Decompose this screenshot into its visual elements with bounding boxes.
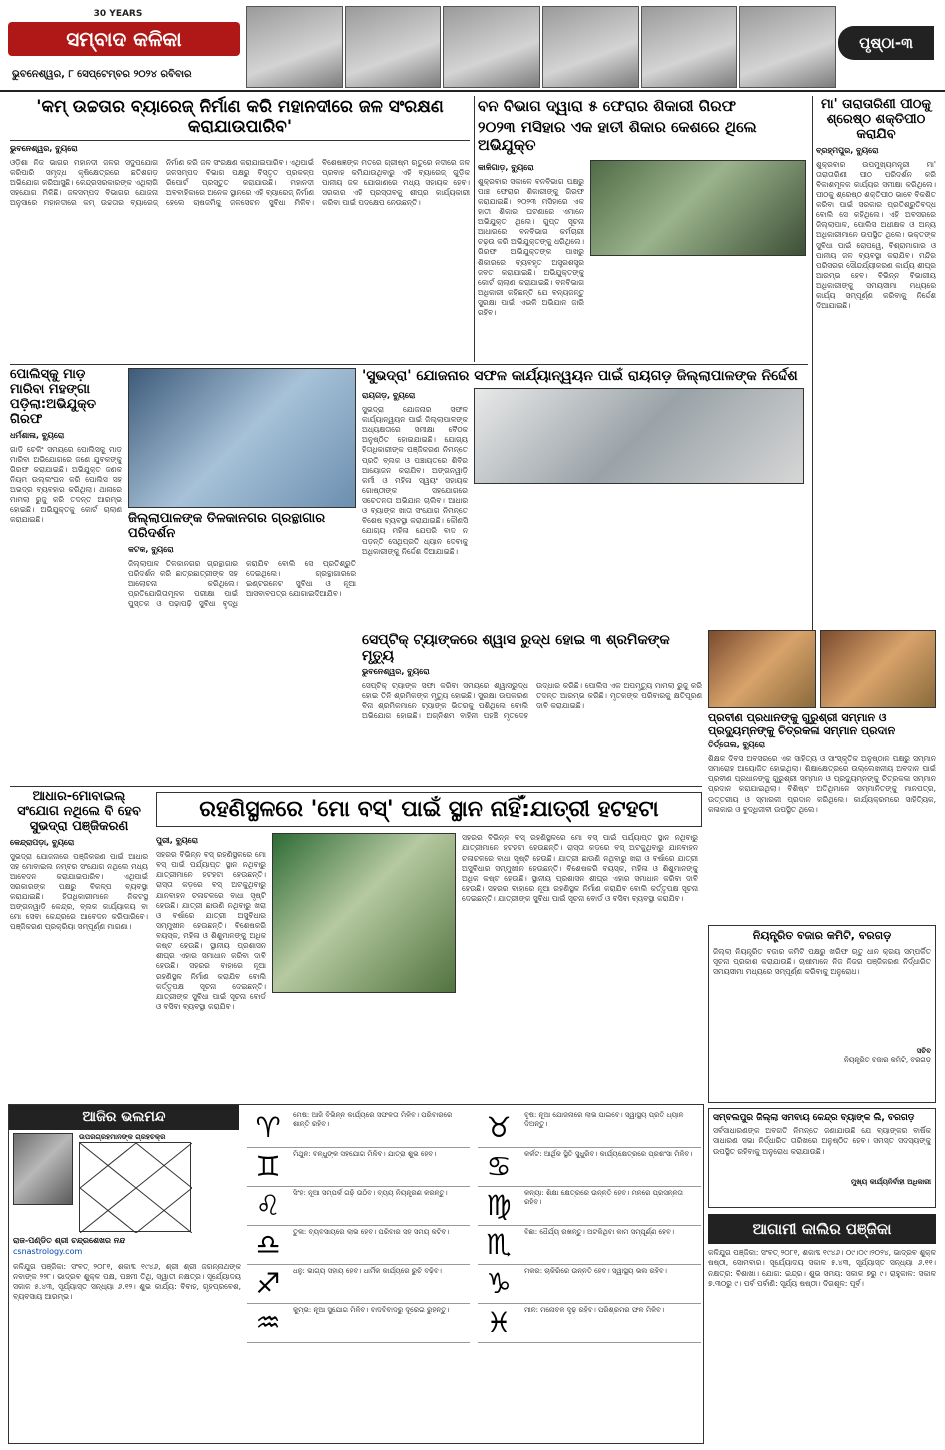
notice-body: ଜିଲ୍ଲା ନିୟନ୍ତ୍ରିତ ବଜାର କମିଟି ପକ୍ଷରୁ ଖରିଫ ଋତୁ ଧାନ କ୍ରୟ ସମ୍ପର୍କିତ ସୂଚନା ପ୍ରକାଶ କରାଯାଉଛି। ଚାଷୀମାନେ ନିଜ ନିଜର ପଞ୍ଜିକରଣ ନିର୍ଦ୍ଧାରିତ ସମୟସୀମା ମଧ୍ୟରେ ସମ୍ପୂର୍ଣ୍ଣ କରିବାକୁ ଅନୁରୋଧ। xyxy=(713,946,931,976)
zodiac-prediction: ମକର: ଚାକିରିରେ ଉନ୍ନତି ହେବ। ସ୍ୱାସ୍ଥ୍ୟ ଭଲ ରହିବ। xyxy=(524,1267,667,1275)
zodiac-row xyxy=(478,1148,701,1187)
byline: ଭୁବନେଶ୍ୱର, ବ୍ୟୁରୋ xyxy=(362,667,430,677)
tribal-art-photo xyxy=(641,6,738,88)
anniversary-label: 30 YEARS xyxy=(93,9,143,19)
notice-signatory: ମୁଖ୍ୟ କାର୍ଯ୍ୟନିର୍ବାହୀ ଅଧିକାରୀ xyxy=(851,1178,931,1187)
headline: 'କମ୍ ଉଚ୍ଚତାର ବ୍ୟାରେଜ୍ ନିର୍ମାଣ କରି ମହାନଦୀରେ ଜଳ ସଂରକ୍ଷଣ କରାଯାଉପାରିବ' xyxy=(10,98,470,141)
zodiac-row xyxy=(478,1304,701,1343)
headline-line2: ୨୦୨୩ ମସିହାର ଏକ ହାତୀ ଶିକାର କେଶରେ ଥିଲେ ଅଭିଯୁକ୍ତ xyxy=(478,118,757,154)
artisan-photo xyxy=(345,6,442,88)
article-body: ଶୁକ୍ରବାର ଉପମୁଖ୍ୟମନ୍ତ୍ରୀ ମା' ତାରାତାରିଣୀ ପୀଠ ପରିଦର୍ଶନ କରି ବିକାଶମୂଳକ କାର୍ଯ୍ୟର ସମୀକ୍ଷା କରିଥିଲେ। ପୀଠକୁ ଶ୍ରେଷ୍ଠ ଶକ୍ତିପୀଠ ଭାବେ ବିକଶିତ କରିବା ପାଇଁ ସରକାର ପ୍ରତିଶ୍ରୁତିବଦ୍ଧ ବୋଲି ସେ କହିଥିଲେ। ଏହି ଅବସରରେ ଜିଲ୍ଲାପାଳ, ପୋଲିସ ଅଧୀକ୍ଷକ ଓ ଅନ୍ୟ ଅଧିକାରୀମାନେ ଉପସ୍ଥିତ ଥିଲେ। ଭକ୍ତଙ୍କ ସୁବିଧା ପାଇଁ ରୋପୱେ, ବିଶ୍ରାମାଗାର ଓ ପାନୀୟ ଜଳ ବ୍ୟବସ୍ଥା କରାଯିବ। ମନ୍ଦିର ପରିସରର ସୌନ୍ଦର୍ଯ୍ୟୀକରଣ କାର୍ଯ୍ୟ ଶୀଘ୍ର ଆରମ୍ଭ ହେବ। ବିଭିନ୍ନ ବିଭାଗୀୟ ଅଧିକାରୀଙ୍କୁ ସମୟସୀମା ମଧ୍ୟରେ କାର୍ଯ୍ୟ ସମ୍ପୂର୍ଣ୍ଣ କରିବାକୁ ନିର୍ଦ୍ଦେଶ ଦିଆଯାଇଛି। xyxy=(816,159,936,311)
zodiac-prediction: ମୀନ: ମନୋବଳ ଦୃଢ଼ ରହିବ। ପରିଶ୍ରମର ଫଳ ମିଳିବ। xyxy=(524,1306,665,1314)
header-photo-strip xyxy=(246,6,836,88)
story-award xyxy=(708,630,936,920)
zodiac-row xyxy=(247,1304,470,1343)
zodiac-row xyxy=(478,1265,701,1304)
tomorrow-panjika xyxy=(708,1214,936,1444)
notice-market-committee xyxy=(708,925,936,1103)
notice-body: ସର୍ବସାଧାରଣଙ୍କ ଅବଗତି ନିମନ୍ତେ ଜଣାଯାଉଛି ଯେ ବ୍ୟାଙ୍କର ବାର୍ଷିକ ସାଧାରଣ ସଭା ନିର୍ଦ୍ଧାରିତ ତାରିଖରେ ଅନୁଷ୍ଠିତ ହେବ। ସମସ୍ତ ସଦସ୍ୟଙ୍କୁ ଉପସ୍ଥିତ ରହିବାକୁ ଅନୁରୋଧ କରାଯାଉଛି। xyxy=(713,1126,931,1156)
story-subhadra-rayagada xyxy=(362,368,808,628)
article-body: ସେପ୍ଟିକ୍ ଟ୍ୟାଙ୍କ ସଫା କରିବା ସମୟରେ ଶ୍ୱାସରୁଦ୍ଧ ହୋଇ ତିନି ଶ୍ରମିକଙ୍କ ମୃତ୍ୟୁ ହୋଇଛି। ସୁରକ୍ଷା ଉପକରଣ ବିନା ଶ୍ରମିକମାନେ ଟ୍ୟାଙ୍କ ଭିତରକୁ ପଶିଥିଲେ ବୋଲି ଅଭିଯୋଗ ହୋଇଛି। ଅଗ୍ନିଶମ ବାହିନୀ ପହଞ୍ଚି ମୃତଦେହ ଉଦ୍ଧାର କରିଛି। ପୋଲିସ ଏକ ଅପମୃତ୍ୟୁ ମାମଲା ରୁଜୁ କରି ତଦନ୍ତ ଆରମ୍ଭ କରିଛି। ମୃତକଙ୍କ ପରିବାରକୁ କ୍ଷତିପୂରଣ ଦାବି କରାଯାଇଛି। xyxy=(362,680,702,721)
chart-label: ଉପରଗ୍ରହମାନଙ୍କ ଗ୍ରହଚକ୍ର xyxy=(79,1133,166,1141)
story-tarini xyxy=(816,98,936,658)
zodiac-row xyxy=(247,1226,470,1265)
zodiac-sign-icon: ♎ xyxy=(255,1228,281,1261)
byline: ତିର୍ତ୍ତୋଲ, ବ୍ୟୁରୋ xyxy=(708,740,765,750)
zodiac-sign-icon: ♑ xyxy=(486,1267,512,1300)
zodiac-grid xyxy=(247,1109,701,1343)
logo-text: ସମ୍ବାଦ କଳିକା xyxy=(8,22,240,56)
headline: ସେପ୍ଟିକ୍ ଟ୍ୟାଙ୍କରେ ଶ୍ୱାସ ରୁଦ୍ଧ ହୋଇ ୩ ଶ୍ରମିକଙ୍କ ମୃତ୍ୟୁ xyxy=(362,632,670,665)
zodiac-sign-icon: ♐ xyxy=(255,1267,281,1300)
story-mobus xyxy=(156,792,702,1098)
story-elephant xyxy=(478,98,808,360)
byline: ଭୁବନେଶ୍ୱର, ବ୍ୟୁରୋ xyxy=(10,144,78,154)
notice-cooperative-bank xyxy=(708,1108,936,1208)
byline: କଟକ, ବ୍ୟୁରୋ xyxy=(128,544,174,554)
byline: ପୁରୀ, ବ୍ୟୁରୋ xyxy=(156,836,199,846)
zodiac-row xyxy=(247,1187,470,1226)
section-divider xyxy=(10,786,702,787)
art-photo xyxy=(542,6,639,88)
page-number-badge: ପୃଷ୍ଠା-୩ xyxy=(838,26,934,60)
village-photo xyxy=(739,6,836,88)
zodiac-row xyxy=(247,1148,470,1187)
byline: ଧର୍ମଶାଳା, ବ୍ୟୁରୋ xyxy=(10,430,65,440)
zodiac-sign-icon: ♈ xyxy=(255,1111,281,1144)
byline: ରାୟଗଡ଼, ବ୍ୟୁରୋ xyxy=(362,391,416,401)
section-divider xyxy=(10,364,808,365)
byline: କାଳିଗାଡ଼, ବ୍ୟୁରୋ xyxy=(478,162,534,172)
newspaper-logo xyxy=(8,8,240,58)
planetary-chart-grid xyxy=(80,1143,192,1233)
zodiac-sign-icon: ♌ xyxy=(255,1189,281,1222)
story-library xyxy=(128,368,356,660)
review-meeting-photo xyxy=(474,388,804,484)
column-divider xyxy=(474,96,475,362)
zodiac-prediction: କର୍କଟ: ଆର୍ଥିକ ସ୍ଥିତି ସୁଧୁରିବ। କାର୍ଯ୍ୟକ୍ଷେତ୍ରରେ ପ୍ରଶଂସା ମିଳିବ। xyxy=(524,1150,693,1158)
article-body: ସହରର ବିଭିନ୍ନ ବସ୍ ରହଣିସ୍ଥଳରେ ମୋ ବସ୍ ପାଇଁ ପର୍ଯ୍ୟାପ୍ତ ସ୍ଥାନ ନଥିବାରୁ ଯାତ୍ରୀମାନେ ହଟହଟା ହେଉଛନ୍ତି। ରାସ୍ତା କଡ଼ରେ ବସ୍ ଅଟକୁଥିବାରୁ ଯାନବାହନ ଚଳାଚଳରେ ବାଧା ସୃଷ୍ଟି ହେଉଛି। ଯାତ୍ରୀ ଛାଉଣି ନଥିବାରୁ ଖରା ଓ ବର୍ଷାରେ ଯାତ୍ରୀ ଅସୁବିଧାର ସମ୍ମୁଖୀନ ହେଉଛନ୍ତି। ବିଶେଷକରି ବୟସ୍କ, ମହିଳା ଓ ଶିଶୁମାନଙ୍କୁ ଅଧିକ କଷ୍ଟ ହେଉଛି। ସ୍ଥାନୀୟ ପ୍ରଶାସନ ଶୀଘ୍ର ଏହାର ସମାଧାନ କରିବା ଦାବି ହେଉଛି। ସହରର ବାହାରେ ନୂଆ ରହଣିସ୍ଥଳ ନିର୍ମାଣ କରାଯିବ ବୋଲି କର୍ତ୍ତୃପକ୍ଷ ସୂଚନା ଦେଇଛନ୍ତି। ଯାତ୍ରୀଙ୍କ ସୁବିଧା ପାଇଁ ସୂଚନା ବୋର୍ଡ ଓ ବସିବା ବ୍ୟବସ୍ଥା କରାଯିବ। xyxy=(156,850,266,1011)
headline: ମା' ତାରାତାରିଣୀ ପୀଠକୁ ଶ୍ରେଷ୍ଠ ଶକ୍ତିପୀଠ କରାଯିବ xyxy=(820,97,932,142)
panjika-text: କଳିଯୁଗ ପଞ୍ଜିକା: ସଂବତ୍ ୨୦୮୧, ଶକାବ୍ଦ ୧୯୪୬, ଶ୍ରୀ ଶ୍ରୀ ଜଗନ୍ନାଥଙ୍କ ନବାଙ୍କ ୨୨୮। ଭାଦ୍ରବ ଶୁକ୍ଳ ପକ୍ଷ, ପଞ୍ଚମୀ ତିଥି, ସ୍ୱାତୀ ନକ୍ଷତ୍ର। ସୂର୍ଯ୍ୟୋଦୟ ସକାଳ ୫.୪୩, ସୂର୍ଯ୍ୟାସ୍ତ ସନ୍ଧ୍ୟା ୬.୧୨। ଶୁଭ କାର୍ଯ୍ୟ: ବିବାହ, ଗୃହପ୍ରବେଶ, ବ୍ୟବସାୟ ଆରମ୍ଭ। xyxy=(13,1262,241,1302)
zodiac-row xyxy=(247,1265,470,1304)
zodiac-prediction: କୁମ୍ଭ: ନୂଆ ସୁଯୋଗ ମିଳିବ। ବାଦବିବାଦରୁ ଦୂରେଇ ରୁହନ୍ତୁ। xyxy=(293,1306,450,1314)
zodiac-prediction: ବୃଷ: ନୂଆ ଯୋଜନାରେ ଲାଭ ପାଇବେ। ସ୍ୱାସ୍ଥ୍ୟ ପ୍ରତି ଧ୍ୟାନ ଦିଅନ୍ତୁ। xyxy=(524,1111,684,1129)
byline: ବ୍ରହ୍ମପୁର, ବ୍ୟୁରୋ xyxy=(816,145,879,155)
article-body: ଜିଲ୍ଲାପାଳ ତିଳକାନଗର ଗ୍ରନ୍ଥାଗାର ପରିଦର୍ଶନ କରି ଛାତ୍ରଛାତ୍ରୀଙ୍କ ସହ ଆଲୋଚନା କରିଥିଲେ। ପ୍ରତିଯୋଗିତାମୂଳକ ପରୀକ୍ଷା ପାଇଁ ପୁସ୍ତକ ଓ ପଢ଼ାପଢ଼ି ସୁବିଧା ବୃଦ୍ଧି କରାଯିବ ବୋଲି ସେ ପ୍ରତିଶ୍ରୁତି ଦେଇଥିଲେ। ଗ୍ରନ୍ଥାଗାରରେ ଇଣ୍ଟରନେଟ ସୁବିଧା ଓ ନୂଆ ଆସବାବପତ୍ର ଯୋଗାଇଦିଆଯିବ। xyxy=(128,558,356,609)
headline: ଆଧାର-ମୋବାଇଲ୍ ସଂଯୋଗ ନଥିଲେ ବି ହେବ ସୁଭଦ୍ରା ପଞ୍ଜିକରଣ xyxy=(17,789,141,834)
zodiac-sign-icon: ♉ xyxy=(486,1111,512,1144)
zodiac-row xyxy=(247,1109,470,1148)
headline-line1: ବନ ବିଭାଗ ଦ୍ୱାରା ୫ ଫେରାର ଶିକାରୀ ଗିରଫ xyxy=(478,97,737,115)
children-photo xyxy=(443,6,540,88)
story-police xyxy=(10,368,122,660)
zodiac-row xyxy=(478,1187,701,1226)
zodiac-prediction: ବିଛା: ଧୈର୍ଯ୍ୟ ରଖନ୍ତୁ। ଅଟକିଥିବା କାମ ସମ୍ପୂର୍ଣ୍ଣ ହେବ। xyxy=(524,1228,674,1236)
astrologer-name: ରାଜ-ପଣ୍ଡିତ ଶ୍ରୀ ଚନ୍ଦ୍ରଶେଖର ନନ୍ଦ xyxy=(13,1236,126,1246)
horoscope-title: ଆଜିର ଭଲମନ୍ଦ xyxy=(9,1105,239,1130)
article-body-continued: ସହରର ବିଭିନ୍ନ ବସ୍ ରହଣିସ୍ଥଳରେ ମୋ ବସ୍ ପାଇଁ ପର୍ଯ୍ୟାପ୍ତ ସ୍ଥାନ ନଥିବାରୁ ଯାତ୍ରୀମାନେ ହଟହଟା ହେଉଛନ୍ତି। ରାସ୍ତା କଡ଼ରେ ବସ୍ ଅଟକୁଥିବାରୁ ଯାନବାହନ ଚଳାଚଳରେ ବାଧା ସୃଷ୍ଟି ହେଉଛି। ଯାତ୍ରୀ ଛାଉଣି ନଥିବାରୁ ଖରା ଓ ବର୍ଷାରେ ଯାତ୍ରୀ ଅସୁବିଧାର ସମ୍ମୁଖୀନ ହେଉଛନ୍ତି। ବିଶେଷକରି ବୟସ୍କ, ମହିଳା ଓ ଶିଶୁମାନଙ୍କୁ ଅଧିକ କଷ୍ଟ ହେଉଛି। ସ୍ଥାନୀୟ ପ୍ରଶାସନ ଶୀଘ୍ର ଏହାର ସମାଧାନ କରିବା ଦାବି ହେଉଛି। ସହରର ବାହାରେ ନୂଆ ରହଣିସ୍ଥଳ ନିର୍ମାଣ କରାଯିବ ବୋଲି କର୍ତ୍ତୃପକ୍ଷ ସୂଚନା ଦେଇଛନ୍ତି। ଯାତ୍ରୀଙ୍କ ସୁବିଧା ପାଇଁ ସୂଚନା ବୋର୍ଡ ଓ ବସିବା ବ୍ୟବସ୍ଥା କରାଯିବ। xyxy=(462,833,698,904)
story-septic xyxy=(362,632,702,778)
article-body: ସୁଭଦ୍ରା ଯୋଜନାର ସଫଳ କାର୍ଯ୍ୟାନ୍ୱୟନ ପାଇଁ ଜିଲ୍ଲାପାଳଙ୍କ ଅଧ୍ୟକ୍ଷତାରେ ସମୀକ୍ଷା ବୈଠକ ଅନୁଷ୍ଠିତ ହୋଇଯାଇଛି। ଯୋଗ୍ୟ ହିତାଧିକାରୀଙ୍କ ପଞ୍ଜିକରଣ ନିମନ୍ତେ ପ୍ରତି ବ୍ଲକ ଓ ପଞ୍ଚାୟତରେ ଶିବିର ଆୟୋଜନ କରାଯିବ। ଅଙ୍ଗନୱାଡ଼ି କର୍ମୀ ଓ ମହିଳା ସ୍ୱୟଂ ସହାୟକ ଗୋଷ୍ଠୀଙ୍କ ସହଯୋଗରେ ସଚେତନତା ଅଭିଯାନ ଚାଲିବ। ଆଧାର ଓ ବ୍ୟାଙ୍କ ଖାତା ସଂଯୋଗ ନିମନ୍ତେ ବିଶେଷ ବ୍ୟବସ୍ଥା କରାଯାଇଛି। କୌଣସି ଯୋଗ୍ୟ ମହିଳା ଯେପରି ବାଦ ନ ପଡ଼ନ୍ତି ସେଥିପ୍ରତି ଧ୍ୟାନ ଦେବାକୁ ଅଧିକାରୀଙ୍କୁ ନିର୍ଦ୍ଦେଶ ଦିଆଯାଇଛି। xyxy=(362,404,468,556)
zodiac-sign-icon: ♒ xyxy=(255,1306,281,1339)
zodiac-row xyxy=(478,1226,701,1265)
zodiac-prediction: ମେଷ: ଆଜି ବିଭିନ୍ନ କାର୍ଯ୍ୟରେ ସଫଳତା ମିଳିବ। ପରିବାରରେ ଶାନ୍ତି ରହିବ। xyxy=(293,1111,453,1129)
headline: 'ସୁଭଦ୍ରା' ଯୋଜନାର ସଫଳ କାର୍ଯ୍ୟାନ୍ୱୟନ ପାଇଁ ରାୟଗଡ଼ ଜିଲ୍ଲାପାଳଙ୍କ ନିର୍ଦ୍ଦେଶ xyxy=(362,368,798,384)
column-divider xyxy=(812,96,813,656)
zodiac-prediction: କନ୍ୟା: ଶିକ୍ଷା କ୍ଷେତ୍ରରେ ଉନ୍ନତି ହେବ। ମନରେ ପ୍ରସନ୍ନତା ରହିବ। xyxy=(524,1189,683,1207)
article-body: ଶିକ୍ଷକ ଦିବସ ଅବସରରେ ଏକ ସାହିତ୍ୟ ଓ ସାଂସ୍କୃତିକ ଅନୁଷ୍ଠାନ ପକ୍ଷରୁ ସମ୍ମାନ ସମାରୋହ ଆୟୋଜିତ ହୋଇଥିଲା। ଶିକ୍ଷାକ୍ଷେତ୍ରରେ ଉଲ୍ଲେଖନୀୟ ଅବଦାନ ପାଇଁ ପ୍ରବୀଣ ପ୍ରଧାନଙ୍କୁ ଗୁରୁଶ୍ରୀ ସମ୍ମାନ ଓ ପ୍ରଦ୍ୟୁମ୍ନଙ୍କୁ ଚିତ୍ରକଳା ସମ୍ମାନ ପ୍ରଦାନ କରାଯାଇଥିଲା। ବିଶିଷ୍ଟ ଅତିଥିମାନେ ସମ୍ମାନିତଙ୍କୁ ମାନପତ୍ର, ଉତ୍ତରୀୟ ଓ ସ୍ମାରକୀ ପ୍ରଦାନ କରିଥିଲେ। କାର୍ଯ୍ୟକ୍ରମରେ ସାହିତ୍ୟିକ, କଳାକାର ଓ ବୁଦ୍ଧିଜୀବୀ ଉପସ୍ଥିତ ଥିଲେ। xyxy=(708,754,936,814)
zodiac-prediction: ତୁଳା: ବ୍ୟବସାୟରେ ଲାଭ ହେବ। ପରିବାର ସହ ସମୟ କଟିବ। xyxy=(293,1228,450,1236)
astrologer-website[interactable]: csnastrology.com xyxy=(13,1247,83,1257)
byline: କେନ୍ଦ୍ରାପଡ଼ା, ବ୍ୟୁରୋ xyxy=(10,837,75,847)
zodiac-sign-icon: ♋ xyxy=(486,1150,512,1183)
masthead xyxy=(0,0,945,92)
planetary-chart xyxy=(79,1142,191,1232)
tomorrow-title: ଆଗାମୀ କାଲିର ପଞ୍ଜିକା xyxy=(708,1214,936,1244)
headline: ରହଣିସ୍ଥଳରେ 'ମୋ ବସ୍' ପାଇଁ ସ୍ଥାନ ନାହିଁ:ଯାତ୍ରୀ ହଟହଟା xyxy=(156,792,702,827)
zodiac-prediction: ମିଥୁନ: ବନ୍ଧୁଙ୍କ ସହଯୋଗ ମିଳିବ। ଯାତ୍ରା ଶୁଭ ହେବ। xyxy=(293,1150,437,1158)
zodiac-sign-icon: ♍ xyxy=(486,1189,512,1222)
temple-photo xyxy=(246,6,343,88)
zodiac-sign-icon: ♏ xyxy=(486,1228,512,1261)
zodiac-sign-icon: ♓ xyxy=(486,1306,512,1339)
notice-signatory: ସଚିବ xyxy=(916,1046,931,1055)
headline: ଜିଲ୍ଲାପାଳଙ୍କ ତିଳକାନଗର ଗ୍ରନ୍ଥାଗାର ପରିଦର୍ଶନ xyxy=(128,511,326,541)
story-barrage xyxy=(10,98,470,360)
notice-title: ସମ୍ବଲପୁର ଜିଲ୍ଲା ସମବାୟ କେନ୍ଦ୍ର ବ୍ୟାଙ୍କ ଲି, ବରଗଡ଼ xyxy=(713,1113,915,1123)
horoscope-section xyxy=(8,1104,704,1444)
bus-stop-photo xyxy=(272,833,456,993)
tomorrow-body: କଳିଯୁଗ ପଞ୍ଜିକା: ସଂବତ୍ ୨୦୮୧, ଶକାବ୍ଦ ୧୯୪୬। ୦୯।୦୯।୨୦୨୪, ଭାଦ୍ରବ ଶୁକ୍ଳ ଷଷ୍ଠୀ, ସୋମବାର। ସୂର୍ଯ୍ୟୋଦୟ ସକାଳ ୫.୪୩, ସୂର୍ଯ୍ୟାସ୍ତ ସନ୍ଧ୍ୟା ୬.୧୧। ନକ୍ଷତ୍ର: ବିଶାଖା। ଯୋଗ: ଇନ୍ଦ୍ର। ଶୁଭ ସମୟ: ସକାଳ ୭ରୁ ୯। ରାହୁକାଳ: ସକାଳ ୭.୩୦ରୁ ୯। ପର୍ବ ପର୍ବାଣି: ସୂର୍ଯ୍ୟ ଷଷ୍ଠୀ। ଦିଗଶୂଳ: ପୂର୍ବ। xyxy=(708,1248,936,1288)
notice-org: ନିୟନ୍ତ୍ରିତ ବଜାର କମିଟି, ବରଗଡ଼ xyxy=(843,1056,931,1065)
zodiac-sign-icon: ♊ xyxy=(255,1150,281,1183)
article-body: ଶୁକ୍ରବାର ସକାଳେ ବନବିଭାଗ ପକ୍ଷରୁ ପାଞ୍ଚ ଫେରାର ଶିକାରୀଙ୍କୁ ଗିରଫ କରାଯାଇଛି। ୨୦୨୩ ମସିହାରେ ଏକ ହାତୀ ଶିକାର ଘଟଣାରେ ଏମାନେ ଅଭିଯୁକ୍ତ ଥିଲେ। ଗୁପ୍ତ ସୂଚନା ଆଧାରରେ ବନବିଭାଗ କର୍ମଚାରୀ ଚଢ଼ଉ କରି ଅଭିଯୁକ୍ତଙ୍କୁ ଧରିଥିଲେ। ଗିରଫ ଅଭିଯୁକ୍ତଙ୍କ ପାଖରୁ ଶିକାରରେ ବ୍ୟବହୃତ ଅସ୍ତ୍ରଶସ୍ତ୍ର ଜବତ କରାଯାଇଛି। ଅଭିଯୁକ୍ତଙ୍କୁ କୋର୍ଟ ଚାଲାଣ କରାଯାଇଛି। ବନବିଭାଗ ଅଧିକାରୀ କହିଛନ୍ତି ଯେ ବନ୍ୟଜନ୍ତୁ ସୁରକ୍ଷା ପାଇଁ ଏଭଳି ଅଭିଯାନ ଜାରି ରହିବ। xyxy=(478,176,584,318)
zodiac-prediction: ଧନୁ: ଭାଗ୍ୟ ସହାୟ ହେବ। ଧାର୍ମିକ କାର୍ଯ୍ୟରେ ରୁଚି ବଢ଼ିବ। xyxy=(293,1267,442,1275)
library-visit-photo xyxy=(128,368,356,508)
story-aadhaar xyxy=(10,790,148,1090)
article-body: ଓଡ଼ିଶା ନିଜ ଭାଗର ମହାନଦୀ ଜଳର ସଦୁପଯୋଗ କରିପାରି ସମୃଦ୍ଧ କୃଷିକ୍ଷେତ୍ରରେ ଛତିଶଗଡ଼ ଅଭିଯୋଗ କରିଆସୁଛି। କେନ୍ଦ୍ରସରକାରଙ୍କ ଏଥିଲାଗି ସହଯୋଗ ମିଳିଛି। ଜଳସମ୍ପଦ ବିଭାଗର ଯୋଜନା ଅନୁସାରେ ମହାନଦୀରେ କମ୍ ଉଚ୍ଚତାର ବ୍ୟାରେଜ୍ ନିର୍ମାଣ କରି ଜଳ ସଂରକ୍ଷଣ କରାଯାଇପାରିବ। ଏଥିପାଇଁ ଜଳସମ୍ପଦ ବିଭାଗ ପକ୍ଷରୁ ବିସ୍ତୃତ ପ୍ରକଳ୍ପ ରିପୋର୍ଟ ପ୍ରସ୍ତୁତ କରାଯାଉଛି। ମହାନଦୀ ଅବବାହିକାରେ ଅନେକ ସ୍ଥାନରେ ଏହି ବ୍ୟାରେଜ୍ ନିର୍ମାଣ ହେଲେ ଚାଷଜମିକୁ ଜଳସେଚନ ସୁବିଧା ମିଳିବ। ବିଶେଷଜ୍ଞଙ୍କ ମତରେ ଗ୍ରୀଷ୍ମ ଋତୁରେ ନଦୀରେ ଜଳ ପ୍ରବାହ କମିଯାଉଥିବାରୁ ଏହି ବ୍ୟାରେଜ୍ ଗୁଡ଼ିକ ପାନୀୟ ଜଳ ଯୋଗାଣରେ ମଧ୍ୟ ସହାୟକ ହେବ। ସରକାର ଏହି ପ୍ରସ୍ତାବକୁ ଶୀଘ୍ର କାର୍ଯ୍ୟକାରୀ କରିବା ପାଇଁ ପଦକ୍ଷେପ ନେଉଛନ୍ତି। xyxy=(10,157,470,208)
astrologer-photo xyxy=(13,1133,73,1205)
headline: ପ୍ରବୀଣ ପ୍ରଧାନଙ୍କୁ ଗୁରୁଶ୍ରୀ ସମ୍ମାନ ଓ ପ୍ରଦ୍ୟୁମ୍ନଙ୍କୁ ଚିତ୍ରକଳା ସମ୍ମାନ ପ୍ରଦାନ xyxy=(708,711,896,737)
notice-title: ନିୟନ୍ତ୍ରିତ ବଜାର କମିଟି, ବରଗଡ଼ xyxy=(752,929,892,942)
zodiac-row xyxy=(478,1109,701,1148)
dateline: ଭୁବନେଶ୍ୱର, ୮ ସେପ୍ଟେମ୍ବର ୨୦୨୪ ରବିବାର xyxy=(12,69,192,80)
article-body: ଗାଡ଼ି ଚେକିଂ ସମୟରେ ପୋଲିସକୁ ମାଡ଼ ମାରିବା ଅଭିଯୋଗରେ ଜଣେ ଯୁବକଙ୍କୁ ଗିରଫ କରାଯାଇଛି। ଅଭିଯୁକ୍ତ ଜଣକ ନିୟମ ଉଲ୍ଲଂଘନ କରି ପୋଲିସ ସହ ଅଭଦ୍ର ବ୍ୟବହାର କରିଥିଲା। ଥାନାରେ ମାମଲା ରୁଜୁ କରି ତଦନ୍ତ ଆରମ୍ଭ ହୋଇଛି। ଅଭିଯୁକ୍ତକୁ କୋର୍ଟ ଚାଲାଣ କରାଯାଇଛି। xyxy=(10,444,122,525)
article-body: ସୁଭଦ୍ରା ଯୋଜନାରେ ପଞ୍ଜିକରଣ ପାଇଁ ଆଧାର ସହ ମୋବାଇଲ ନମ୍ବର ସଂଯୋଗ ନଥିଲେ ମଧ୍ୟ ଆବେଦନ କରାଯାଇପାରିବ। ଏଥିପାଇଁ ସରକାରଙ୍କ ପକ୍ଷରୁ ବିକଳ୍ପ ବ୍ୟବସ୍ଥା କରାଯାଇଛି। ହିତାଧିକାରୀମାନେ ନିକଟସ୍ଥ ଅଙ୍ଗନୱାଡ଼ି କେନ୍ଦ୍ର, ବ୍ଲକ କାର୍ଯ୍ୟାଳୟ ବା ମୋ ସେବା କେନ୍ଦ୍ରରେ ଆବେଦନ କରିପାରିବେ। ପଞ୍ଜିକରଣ ପ୍ରକ୍ରିୟା ସମ୍ପୂର୍ଣ୍ଣ ମାଗଣା। xyxy=(10,851,148,932)
award-ceremony-photo-2 xyxy=(820,630,936,708)
award-ceremony-photo-1 xyxy=(708,630,816,708)
headline: ପୋଲିସ୍‌କୁ ମାଡ଼ ମାରିବା ମହଙ୍ଗା ପଡ଼ିଲା:ଅଭିଯୁକ୍ତ ଗିରଫ xyxy=(10,367,96,427)
zodiac-prediction: ସିଂହ: ନୂଆ ସମ୍ପର୍କ ଗଢ଼ି ଉଠିବ। ବ୍ୟୟ ନିୟନ୍ତ୍ରଣ କରନ୍ତୁ। xyxy=(293,1189,448,1197)
arrested-poachers-photo xyxy=(590,160,806,256)
